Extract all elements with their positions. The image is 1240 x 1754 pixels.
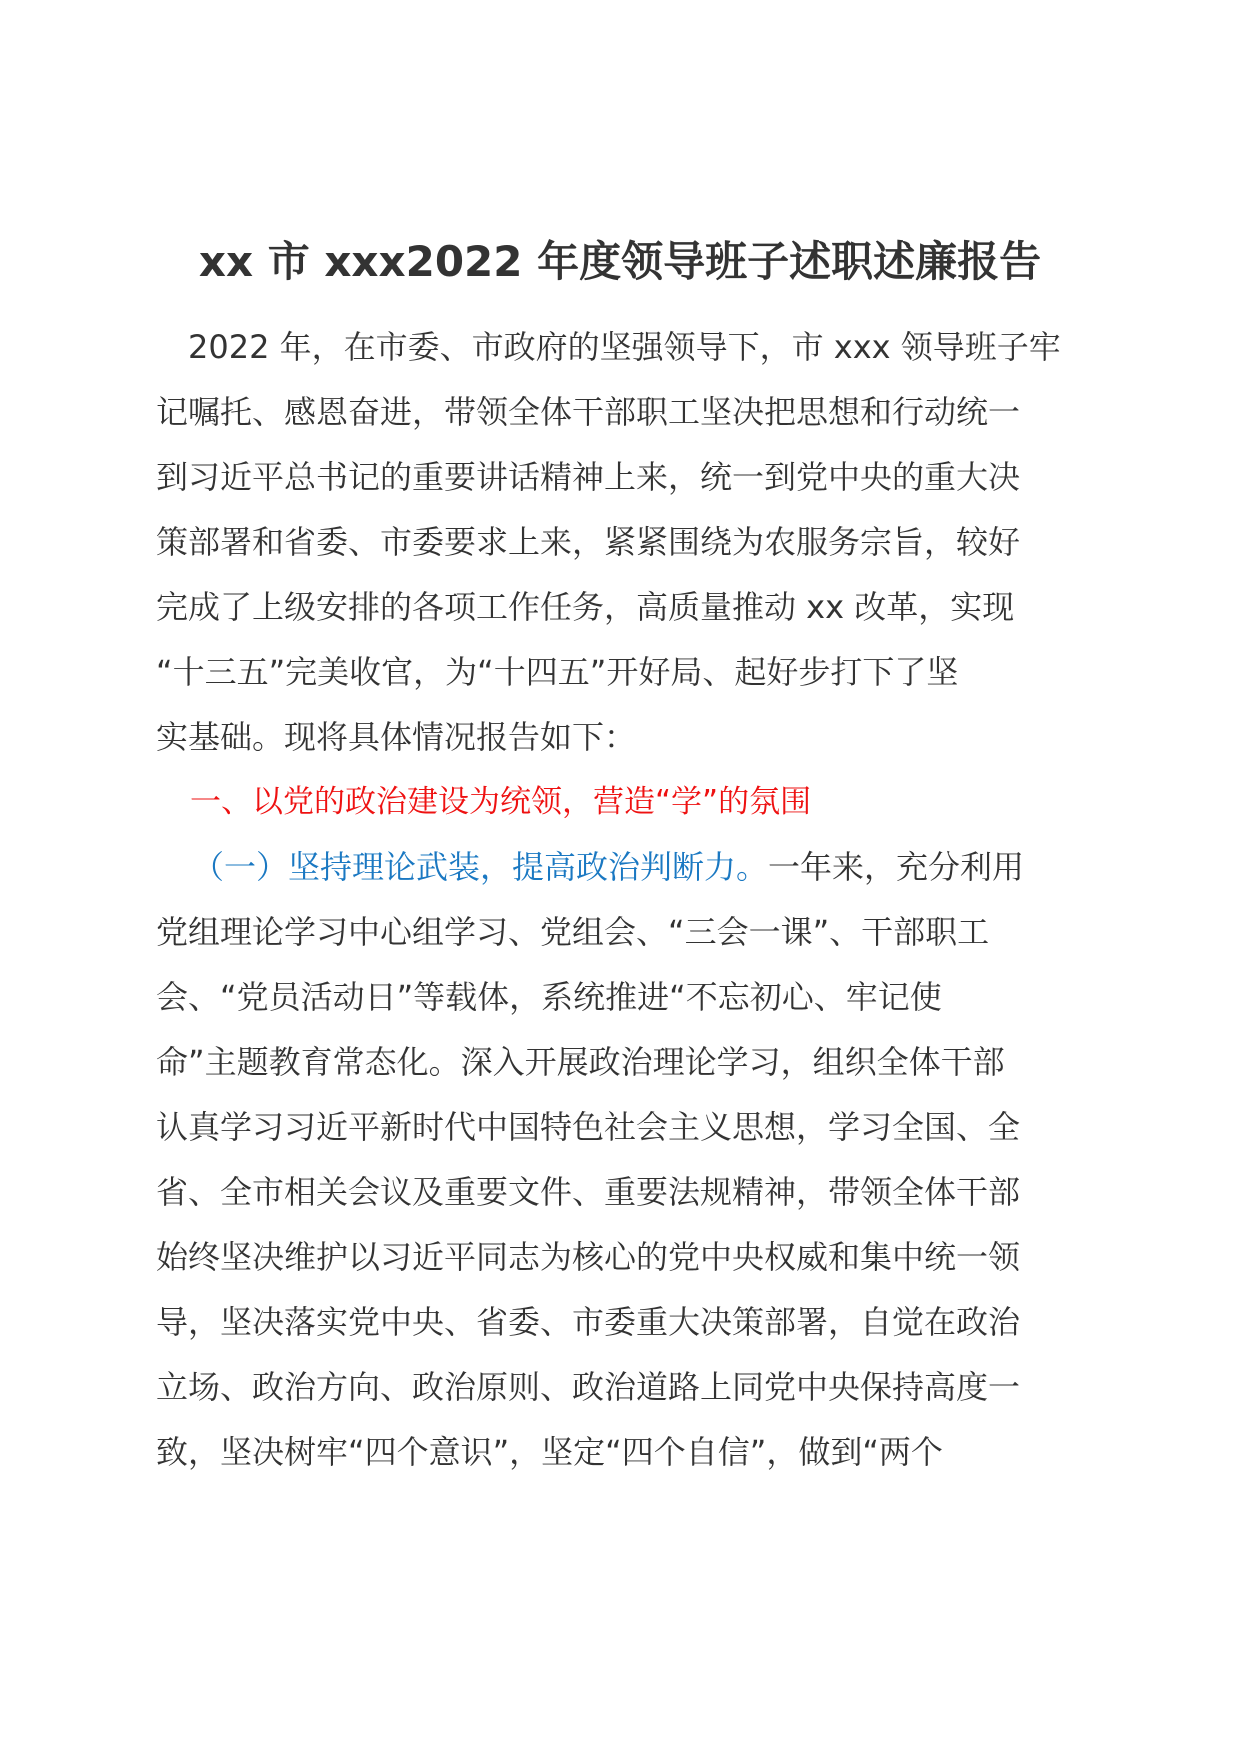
document-title: xx 市 xxx2022 年度领导班子述职述廉报告 xyxy=(198,237,1042,286)
paragraph-line: 2022 年，在市委、市政府的坚强领导下，市 xxx 领导班子牢 xyxy=(188,328,1061,366)
section-heading: 一、以党的政治建设为统领，营造“学”的氛围 xyxy=(190,784,812,820)
paragraph-line: 党组理论学习中心组学习、党组会、“三会一课”、干部职工 xyxy=(156,913,990,951)
paragraph-line: 策部署和省委、市委要求上来，紧紧围绕为农服务宗旨，较好 xyxy=(156,523,1021,561)
paragraph-line: 实基础。现将具体情况报告如下： xyxy=(156,718,637,756)
paragraph-line: 会、“党员活动日”等载体，系统推进“不忘初心、牢记使 xyxy=(156,978,942,1016)
subsection-heading: （一）坚持理论武装，提高政治判断力。 xyxy=(192,848,769,886)
paragraph-line: “十三五”完美收官，为“十四五”开好局、起好步打下了坚 xyxy=(156,653,959,691)
paragraph-line: 到习近平总书记的重要讲话精神上来，统一到党中央的重大决 xyxy=(156,458,1021,496)
paragraph-line: 立场、政治方向、政治原则、政治道路上同党中央保持高度一 xyxy=(156,1368,1021,1406)
document-body xyxy=(156,315,1096,1485)
paragraph-line: 导，坚决落实党中央、省委、市委重大决策部署，自觉在政治 xyxy=(156,1303,1021,1341)
paragraph-line: 始终坚决维护以习近平同志为核心的党中央权威和集中统一领 xyxy=(156,1238,1021,1276)
paragraph-line: 完成了上级安排的各项工作任务，高质量推动 xx 改革，实现 xyxy=(156,588,1015,626)
subsection-text: 一年来，充分利用 xyxy=(768,848,1025,886)
paragraph-line: 认真学习习近平新时代中国特色社会主义思想，学习全国、全 xyxy=(156,1108,1021,1146)
paragraph-line: 致，坚决树牢“四个意识”，坚定“四个自信”，做到“两个 xyxy=(156,1433,943,1471)
paragraph-line: 省、全市相关会议及重要文件、重要法规精神，带领全体干部 xyxy=(156,1173,1021,1211)
paragraph-line: 命”主题教育常态化。深入开展政治理论学习，组织全体干部 xyxy=(156,1043,1005,1081)
paragraph-line: 记嘱托、感恩奋进，带领全体干部职工坚决把思想和行动统一 xyxy=(156,393,1021,431)
subsection-first-line xyxy=(156,835,1096,900)
